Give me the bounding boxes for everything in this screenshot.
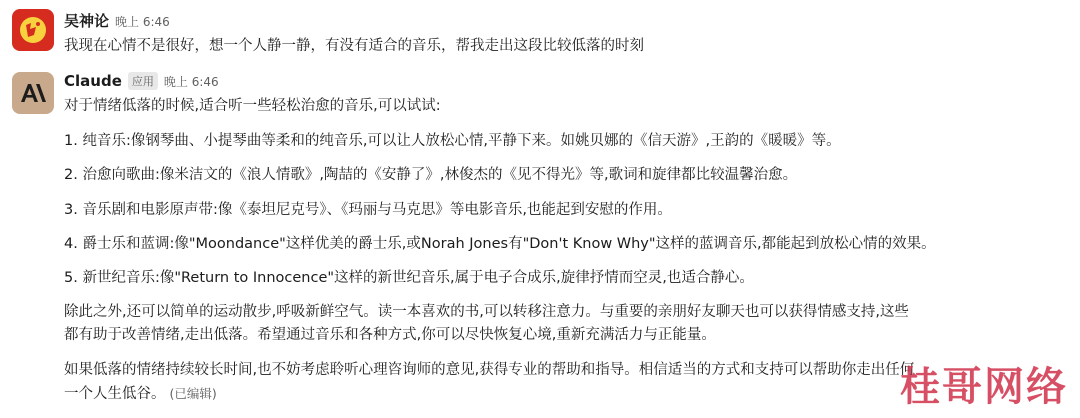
- message-line: 除此之外,还可以简单的运动散步,呼吸新鲜空气。读一本喜欢的书,可以转移注意力。与重要的亲朋好友聊天也可以获得情感支持,这些: [64, 304, 909, 320]
- author-name[interactable]: Claude: [64, 72, 122, 90]
- message-line: 如果低落的情绪持续较长时间,也不妨考虑聆听心理咨询师的意见,获得专业的帮助和指导。相信适当的方式和支持可以帮助你走出任何: [64, 362, 915, 378]
- anthropic-logo-icon: [19, 83, 47, 103]
- timestamp[interactable]: 晚上 6:46: [163, 75, 219, 89]
- edited-indicator: (已编辑): [169, 386, 217, 401]
- list-item: 1. 纯音乐:像钢琴曲、小提琴曲等柔和的纯音乐,可以让人放松心情,平静下来。如姚贝娜的《信天游》,王韵的《暖暖》等。: [64, 133, 841, 149]
- message-text: 我现在心情不是很好，想一个人静一静，有没有适合的音乐，帮我走出这段比较低落的时刻: [64, 38, 644, 54]
- message-line-last: [64, 384, 217, 404]
- message-line-text: 一个人生低谷。: [64, 386, 166, 402]
- list-item: 5. 新世纪音乐:像"Return to Innocence"这样的新世纪音乐,属于电子合成乐,旋律抒情而空灵,也适合静心。: [64, 270, 754, 286]
- list-item: 4. 爵士乐和蓝调:像"Moondance"这样优美的爵士乐,或Norah Jones有"Don't Know Why"这样的蓝调音乐,都能起到放松心情的效果。: [64, 236, 936, 252]
- message-line: 都有助于改善情绪,走出低落。希望通过音乐和各种方式,你可以尽快恢复心境,重新充满活力与正能量。: [64, 327, 716, 343]
- watermark-text: 桂哥网络: [900, 363, 1068, 410]
- bot-avatar[interactable]: [12, 72, 54, 114]
- list-item: 2. 治愈向歌曲:像米洁文的《浪人情歌》,陶喆的《安静了》,林俊杰的《见不得光》等,歌词和旋律都比较温馨治愈。: [64, 167, 798, 183]
- list-item: 3. 音乐剧和电影原声带:像《泰坦尼克号》、《玛丽与马克思》等电影音乐,也能起到安慰的作用。: [64, 202, 672, 218]
- timestamp[interactable]: 晚上 6:46: [115, 15, 170, 29]
- author-name[interactable]: 吴神论: [64, 12, 110, 30]
- app-badge: 应用: [128, 72, 158, 90]
- message-line: 对于情绪低落的时候,适合听一些轻松治愈的音乐,可以试试:: [64, 98, 441, 114]
